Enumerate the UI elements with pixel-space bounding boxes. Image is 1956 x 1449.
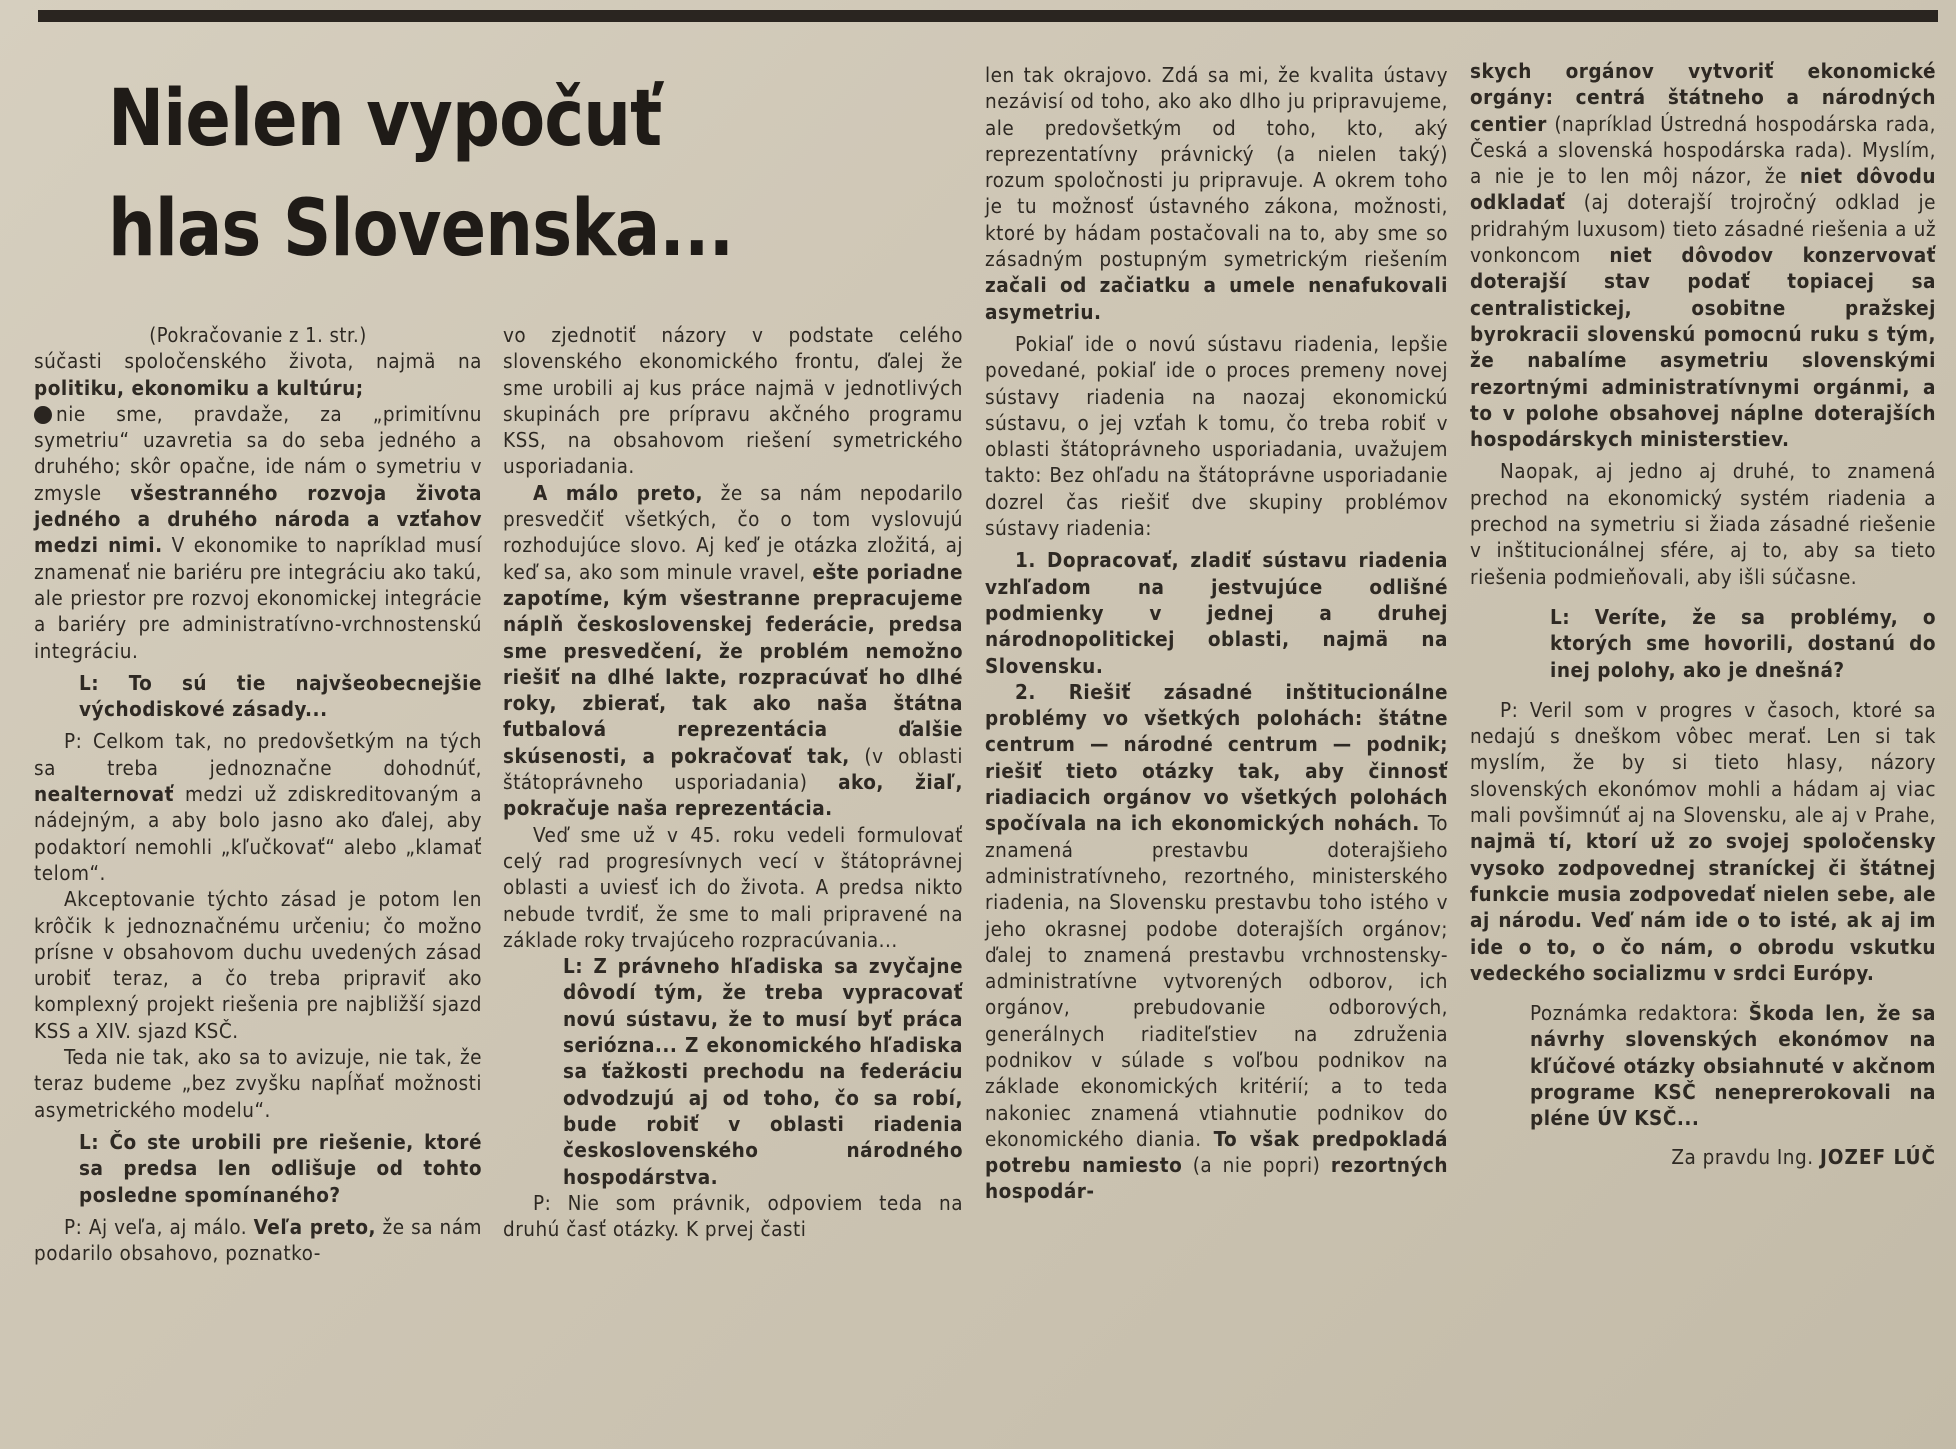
text-run: (aj doterajší trojročný odklad je pridrahým luxusom) tieto zásadné riešenia a už vonkoncom	[1470, 190, 1936, 268]
col1-para-4: Akceptovanie týchto zásad je potom len krôčik k jednoznačnému určeniu; čo možno prísne v obsahovom duchu uvedených zásad urobiť teraz, a čo treba pripraviť ako komplexný projekt riešenia pre najbližší sjazd KSS a XIV. sjazd KSČ.	[34, 887, 482, 1043]
text-run: (napríklad Ústredná hospodárska rada, Česká a slovenská hospodárska rada).	[1470, 111, 1936, 162]
editor-note	[1470, 1000, 1936, 1131]
col4-para-3	[1470, 697, 1936, 986]
top-rule	[38, 10, 1938, 22]
author-name: JOZEF LÚČ	[1819, 1144, 1936, 1169]
text-run-bold: niet dôvodu odkladať	[1470, 164, 1936, 215]
col2-para-3: Veď sme už v 45. roku vedeli formulovať celý rad progresívnych vecí v štátoprávnej oblasti a uviesť ich do života. A predsa nikto nebude tvrdiť, že sme to mali pripravené na základe roky trvajúceho rozpracúvania...	[503, 822, 963, 952]
column-3	[985, 62, 1448, 1205]
col1-question-2: L: Čo ste urobili pre riešenie, ktoré sa predsa len odlišuje od tohto posledne spomínaného?	[79, 1129, 482, 1207]
text-run: P: Veril som v progres v časoch, ktoré sa nedajú s dneškom vôbec merať. Len si tak myslím, že by si tieto hlasy, názory slovenských ekonómov mohli a hádam aj viac mali povšimnúť aj na Slovensku, ale aj v Prahe,	[1470, 697, 1936, 828]
signature-prefix: Za pravdu Ing.	[1671, 1144, 1820, 1169]
text-run-bold: skych orgánov vytvoriť ekonomické orgány: centrá štátneho a národných centier	[1470, 59, 1936, 136]
col1-para-3	[34, 728, 482, 886]
text-run: Myslím, a nie je to len môj názor, že	[1470, 137, 1936, 189]
col4-para-1	[1470, 58, 1936, 452]
col3-numbered-1: 1. Dopracovať, zladiť sústavu riadenia vzhľadom na jestvujúce odlišné podmienky v jednej a druhej národnopolitickej oblasti, najmä na Slovensku.	[985, 548, 1448, 678]
text-run-bold: 2. Riešiť zásadné inštitucionálne problémy vo všetkých polohách: štátne centrum — národné centrum — podnik; riešiť tieto otázky tak, aby činnosť riadiacich orgánov vo všetkých polohách spočívala na ich ekonomických nohách.	[985, 679, 1448, 836]
text-run: V ekonomike to napríklad musí znamenať nie bariéru pre integráciu ako takú, ale priestor pre rozvoj ekonomickej integrácie a bariéry pre administratívno-vrchnostenskú integráciu.	[34, 533, 482, 663]
text-run: medzi už zdiskreditovaným a nádejným, a aby bolo jasno ako ďalej, aby podaktorí nemohli „kľučkovať“ alebo „klamať telom“.	[34, 782, 482, 885]
text-run-bold: ešte poriadne zapotíme, kým všestranne prepracujeme náplň československej federácie, predsa sme presvedčení, že problém nemožno riešiť na dlhé lakte, rozpracúvať ho dlhé roky, zbierať, tak ako naša štátna futbalová reprezentácia ďalšie skúsenosti, a pokračovať tak,	[503, 559, 963, 768]
text-run: súčasti spoločenského života, najmä na	[34, 349, 482, 374]
text-run-bold: A málo preto,	[533, 480, 704, 505]
continuation-note: (Pokračovanie z 1. str.)	[149, 323, 367, 347]
col3-para-1	[985, 62, 1448, 325]
text-run-bold: rezortných hospodár-	[985, 1153, 1448, 1204]
text-run: (a nie popri)	[1182, 1153, 1331, 1178]
text-run-bold: Škoda len, že sa návrhy slovenských ekonómov na kľúčové otázky obsiahnuté v akčnom programe KSČ neneprerokovali na pléne ÚV KSČ...	[1530, 1001, 1937, 1131]
text-run: Poznámka redaktora:	[1530, 1001, 1749, 1026]
headline-line-1: Nielen vypočuť	[108, 74, 662, 164]
text-run: To znamená prestavbu doterajšieho administratívneho, rezortného, ministerského riadenia, na Slovensku prestavbu toho istého v jeho okrasnej podobe doterajších orgánov; ďalej to znamená prestavbu vrchnostensky-administratívne vytvorených odborov, ich orgánov, prebudovanie odborových, generálnych riaditeľstiev na združenia podnikov v súlade s voľbou podnikov na základe ekonomických kritérií; a to teda nakoniec znamená vtiahnutie podnikov do ekonomického diania.	[985, 811, 1448, 1151]
col1-para-2	[34, 401, 482, 664]
text-run: (v oblasti štátoprávneho usporiadania)	[503, 743, 963, 795]
col1-para-5: Teda nie tak, ako sa to avizuje, nie tak, že teraz budeme „bez zvyšku napĺňať možnosti asymetrického modelu“.	[34, 1045, 482, 1122]
text-run-bold: nealternovať	[34, 782, 174, 807]
text-run-bold: Veľa preto,	[253, 1214, 377, 1239]
text-run-bold: politiku, ekonomiku a kultúru;	[34, 375, 364, 400]
col2-question-1: L: Z právneho hľadiska sa zvyčajne dôvodí tým, že treba vypracovať novú sústavu, že to musí byť práca seriózna... Z ekonomického hľadiska sa ťažkosti prechodu na federáciu odvodzujú aj od toho, čo sa robí, bude robiť v oblasti riadenia československého národného hospodárstva.	[563, 954, 963, 1189]
col2-para-1: vo zjednotiť názory v podstate celého slovenského ekonomického frontu, ďalej že sme urobili aj kus práce najmä v jednotlivých skupinách pre prípravu akčného programu KSS, na obsahovom riešení symetrického usporiadania.	[503, 323, 963, 479]
headline	[108, 64, 762, 284]
text-run: P: Aj veľa, aj málo.	[64, 1214, 254, 1239]
text-run: nie sme, pravdaže, za „primitívnu symetriu“ uzavretia sa do seba jedného a druhého; skôr opačne, ide nám o symetriu v zmysle	[34, 401, 482, 505]
text-run-bold: niet dôvodov konzervovať doterajší stav podať topiacej sa centralistickej, osobitne pražskej byrokracii slovenskú pomocnú ruku s tým, že nabalíme asymetriu slovenskými rezortnými administratívnymi orgánmi, a to v polohe obsahovej náplne doterajších hospodárskych ministerstiev.	[1470, 243, 1936, 452]
column-1	[34, 322, 482, 1266]
text-run-bold: začali od začiatku a umele nenafukovali asymetriu.	[985, 273, 1448, 324]
col1-question-1: L: To sú tie najvšeobecnejšie východiskové zásady...	[79, 670, 482, 722]
signature	[1470, 1144, 1936, 1170]
text-run: len tak okrajovo. Zdá sa mi, že kvalita ústavy nezávisí od toho, ako ako dlho ju pripravujeme, ale predovšetkým od toho, kto, aký reprezentatívny právnický (a nielen taký) rozum spoločnosti ju pripravuje. A okrem toho je tu možnosť ústavného zákona, možnosti, ktoré by hádam postačovali na to, aby sme so zásadným postupným symetrickým riešením	[985, 63, 1448, 272]
text-run-bold: To však predpokladá potrebu namiesto	[985, 1126, 1448, 1178]
text-run-bold: ako, žiaľ, pokračuje naša reprezentácia.	[503, 770, 963, 821]
col4-question-1: L: Veríte, že sa problémy, o ktorých sme hovorili, dostanú do inej polohy, ako je dnešná?	[1550, 604, 1936, 682]
text-run: P: Celkom tak, no predovšetkým na tých sa treba jednoznačne dohodnúť,	[34, 729, 482, 780]
col2-para-4: P: Nie som právnik, odpoviem teda na druhú časť otázky. K prvej časti	[503, 1190, 963, 1242]
col2-para-2	[503, 480, 963, 822]
text-run: že sa nám podarilo obsahovo, poznatko-	[34, 1214, 482, 1266]
col1-para-1	[34, 348, 482, 401]
text-run: že sa nám nepodarilo presvedčiť všetkých, čo o tom vyslovujú rozhodujúce slovo. Aj keď je otázka zložitá, aj keď sa, ako som minule vravel,	[503, 480, 963, 584]
col1-para-6	[34, 1214, 482, 1267]
bullet-icon	[34, 406, 52, 424]
col3-numbered-2	[985, 679, 1448, 1205]
col3-para-2: Pokiaľ ide o novú sústavu riadenia, lepšie povedané, pokiaľ ide o proces premeny novej sústavy riadenia na naozaj ekonomickú sústavu, o jej vzťah k tomu, čo treba robiť v oblasti štátoprávneho usporiadania, uvažujem takto: Bez ohľadu na štátoprávne usporiadanie dozrel čas riešiť dve skupiny problémov sústavy riadenia:	[985, 331, 1448, 541]
column-2	[503, 322, 963, 1242]
text-run-bold: všestranného rozvoja života jedného a druhého národa a vzťahov medzi nimi.	[34, 480, 482, 558]
text-run-bold: najmä tí, ktorí už zo svojej spoločensky vysoko zodpovednej straníckej či štátnej funkcie musia zodpovedať nielen sebe, ale aj národu. Veď nám ide o to isté, ak aj im ide o to, o čo nám, o obrodu vskutku vedeckého socializmu v srdci Európy.	[1470, 829, 1936, 985]
headline-line-2: hlas Slovenska...	[108, 184, 734, 274]
col4-para-2: Naopak, aj jedno aj druhé, to znamená prechod na ekonomický systém riadenia a prechod na symetriu si žiada zásadné riešenie v inštitucionálnej sfére, aj to, aby sa tieto riešenia podmieňovali, aby išli súčasne.	[1470, 459, 1936, 589]
column-4	[1470, 58, 1936, 1170]
